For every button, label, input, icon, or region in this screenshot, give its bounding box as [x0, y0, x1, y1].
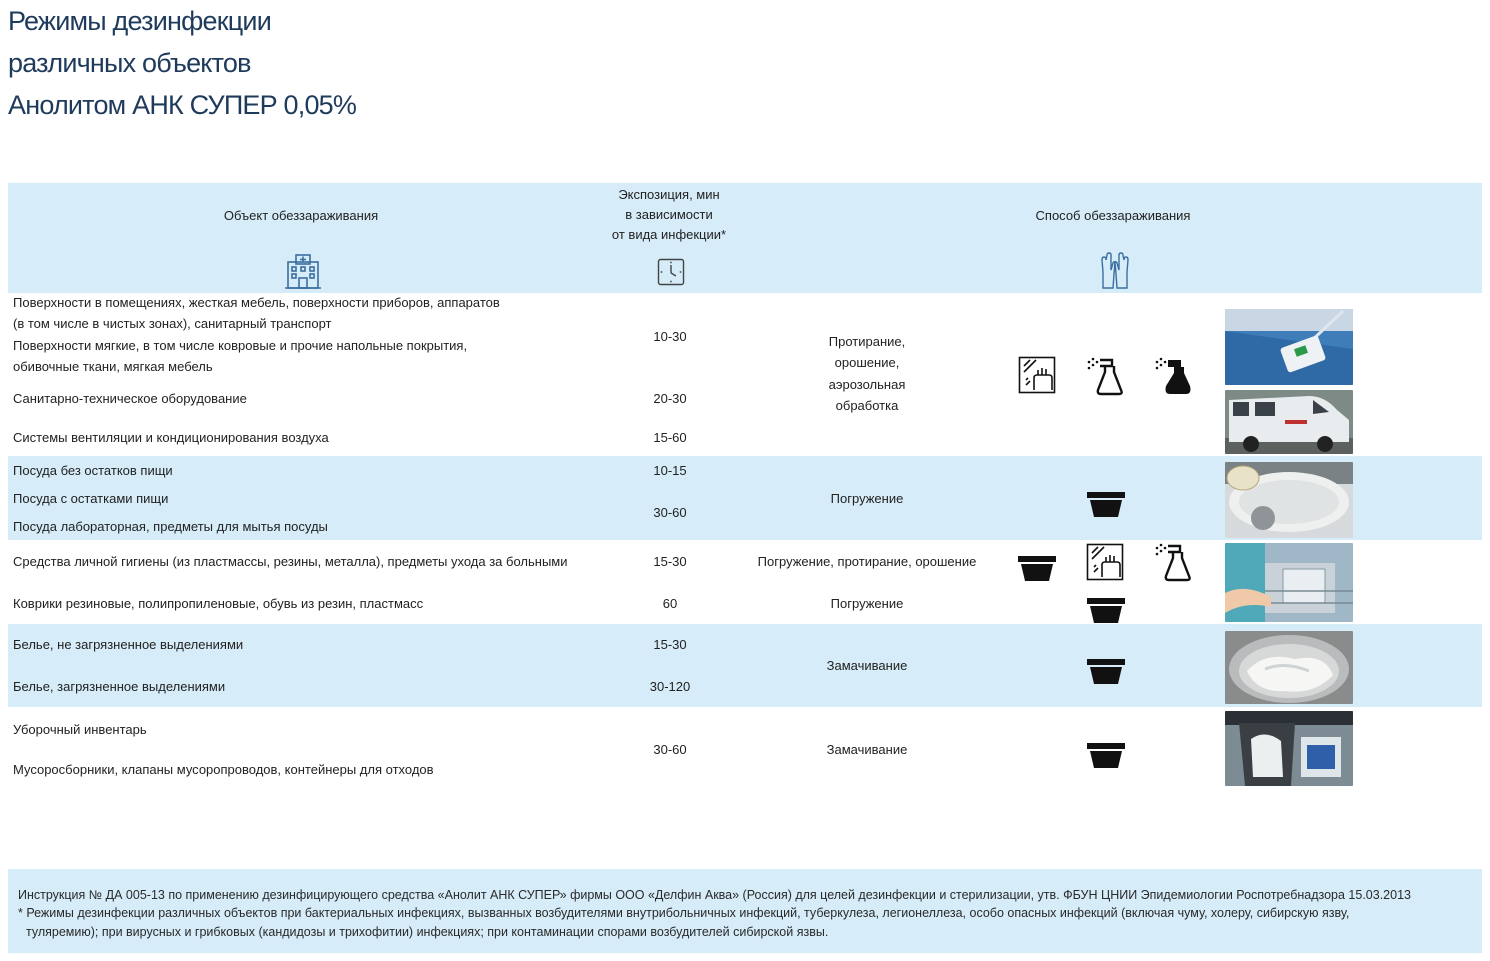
row-dishes-food: Посуда с остатками пищи: [13, 491, 169, 506]
title-line-1: Режимы дезинфекции: [8, 6, 271, 36]
photo-linen: [1225, 631, 1353, 704]
method-group1-3: аэрозольная: [828, 377, 906, 392]
row-sanitary: Санитарно-техническое оборудование: [13, 391, 247, 406]
immersion-bowl-icon: [1087, 598, 1125, 624]
exposure-cleaning: 30-60: [653, 742, 687, 757]
table-header: [8, 183, 1482, 293]
immersion-bowl-icon: [1018, 556, 1056, 582]
photo-hygiene: [1225, 543, 1353, 622]
method-group1-4: обработка: [835, 398, 899, 413]
exposure-sanitary: 20-30: [653, 391, 687, 406]
row-cleaning-tools: Уборочный инвентарь: [13, 722, 147, 737]
row-soft-surfaces-line-1: Поверхности мягкие, в том числе ковровые и прочие напольные покрытия,: [13, 338, 468, 353]
exposure-surfaces: 10-30: [653, 329, 687, 344]
method-mats: Погружение: [830, 596, 904, 611]
exposure-linen-dirty: 30-120: [649, 679, 691, 694]
exposure-mats: 60: [662, 596, 678, 611]
row-surfaces-line-1: Поверхности в помещениях, жесткая мебель, поверхности приборов, аппаратов: [13, 295, 500, 310]
method-group2: Погружение: [830, 491, 904, 506]
row-ventilation: Системы вентиляции и кондиционирования воздуха: [13, 430, 329, 445]
method-group1-1: Протирание,: [828, 334, 906, 349]
photo-ambulance: [1225, 390, 1353, 454]
title-line-2: различных объектов: [8, 48, 251, 78]
exposure-dishes: 30-60: [653, 505, 687, 520]
immersion-bowl-icon: [1087, 492, 1125, 518]
header-exposure-2: в зависимости: [625, 207, 713, 222]
exposure-hygiene: 15-30: [653, 554, 687, 569]
spray-icon: [1086, 356, 1124, 396]
method-cleaning: Замачивание: [826, 742, 908, 757]
header-exposure-3: от вида инфекции*: [611, 227, 727, 242]
wipe-icon: [1018, 356, 1056, 394]
footer-note-2: туляремию); при вирусных и грибковых (кандидозы и трихофитии) инфекциях; при контаминации спорами возбудителей сибирской язвы.: [26, 925, 829, 939]
footer-note-1: * Режимы дезинфекции различных объектов при бактериальных инфекциях, вызванных возбудителями внутрибольничных инфекций, туберкулеза, легионеллеза, особо опасных инфекций (включая чуму, холеру, сибирскую язву,: [18, 906, 1350, 920]
row-dishes-clean: Посуда без остатков пищи: [13, 463, 173, 478]
method-linen: Замачивание: [826, 658, 908, 673]
aerosol-icon: [1154, 356, 1194, 396]
wipe-icon: [1086, 543, 1124, 581]
row-linen-clean: Белье, не загрязненное выделениями: [13, 637, 244, 652]
hospital-icon: [284, 252, 322, 290]
row-surfaces-line-2: (в том числе в чистых зонах), санитарный транспорт: [13, 316, 332, 331]
title-line-3: Анолитом АНК СУПЕР 0,05%: [8, 90, 357, 120]
row-dishes-lab: Посуда лабораторная, предметы для мытья посуды: [13, 519, 328, 534]
photo-mop: [1225, 309, 1353, 385]
footer-instruction: Инструкция № ДА 005-13 по применению дезинфицирующего средства «Анолит АНК СУПЕР» фирмы ООО «Делфин Аква» (Россия) для целей дезинфекции и стерилизации, утв. ФБУН ЦНИИ Эпидемиологии Роспотребнадзора 15.03.2013: [18, 888, 1411, 902]
clock-icon: [657, 258, 685, 286]
header-object: Объект обеззараживания: [223, 208, 379, 223]
page-title: [8, 0, 356, 126]
method-group1-2: орошение,: [834, 355, 900, 370]
row-linen-dirty: Белье, загрязненное выделениями: [13, 679, 226, 694]
immersion-bowl-icon: [1087, 743, 1125, 769]
header-exposure-1: Экспозиция, мин: [618, 187, 720, 202]
row-soft-surfaces-line-2: обивочные ткани, мягкая мебель: [13, 359, 213, 374]
exposure-ventilation: 15-60: [653, 430, 687, 445]
row-hygiene: Средства личной гигиены (из пластмассы, резины, металла), предметы ухода за больными: [13, 554, 568, 569]
exposure-linen-clean: 15-30: [653, 637, 687, 652]
exposure-dishes-clean: 10-15: [653, 463, 687, 478]
gloves-icon: [1100, 252, 1130, 290]
immersion-bowl-icon: [1087, 659, 1125, 685]
method-hygiene: Погружение, протирание, орошение: [757, 554, 977, 569]
footer: [8, 869, 1482, 953]
row-mats: Коврики резиновые, полипропиленовые, обувь из резин, пластмасс: [13, 596, 424, 611]
header-method: Способ обеззараживания: [1035, 208, 1191, 223]
spray-icon: [1154, 542, 1192, 582]
photo-dishes: [1225, 462, 1353, 538]
row-waste-bins: Мусоросборники, клапаны мусоропроводов, контейнеры для отходов: [13, 762, 434, 777]
photo-cleaning-cart: [1225, 711, 1353, 786]
